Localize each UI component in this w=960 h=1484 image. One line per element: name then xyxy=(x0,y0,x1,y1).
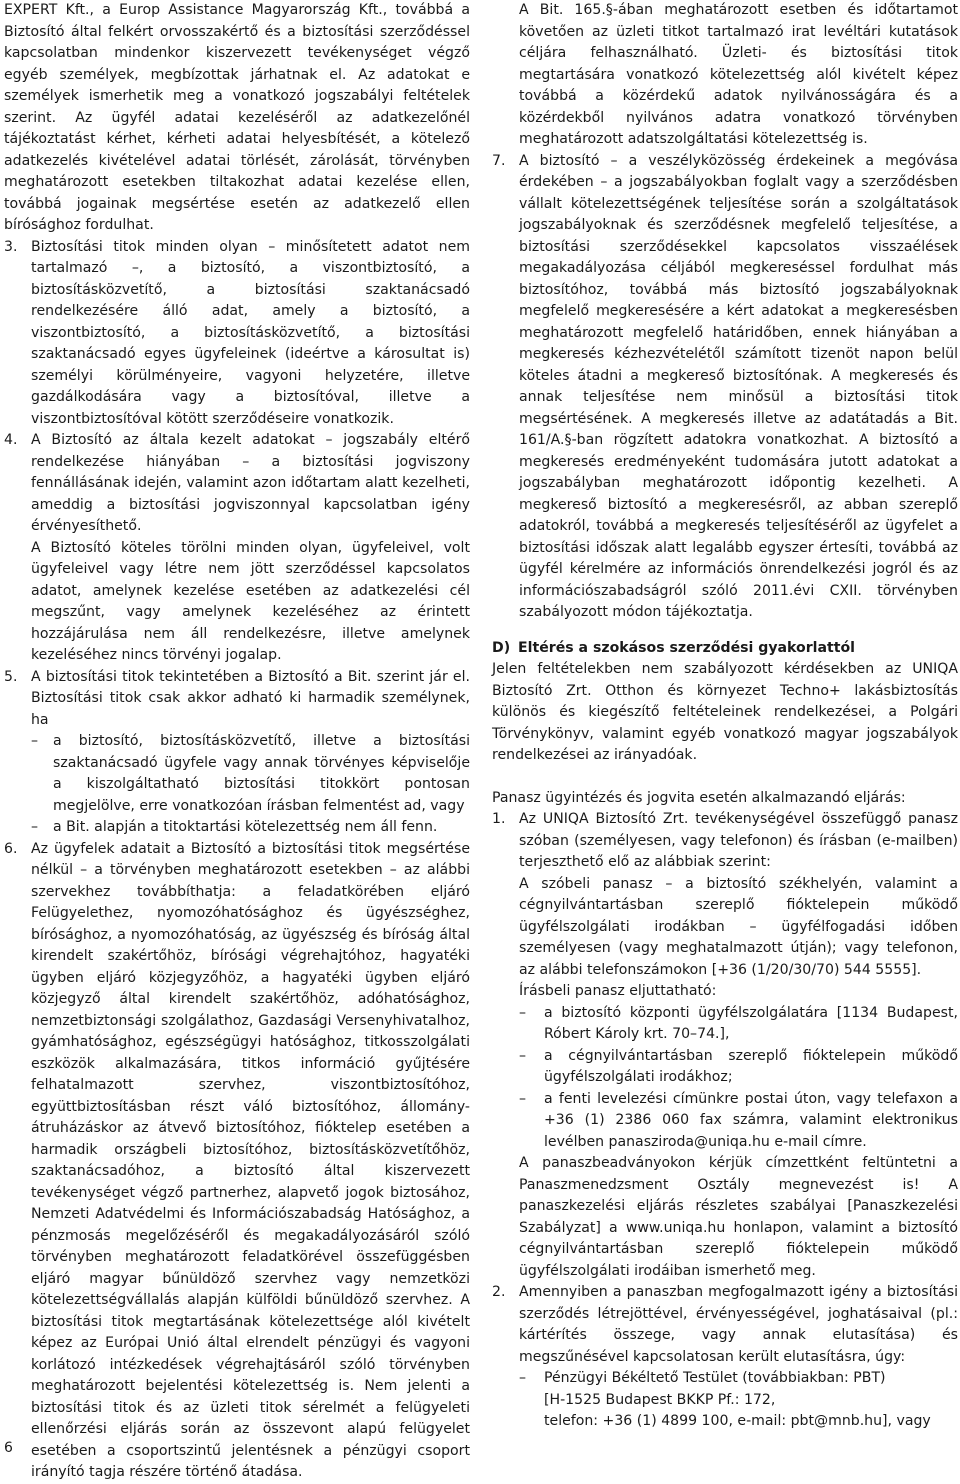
dash-item-pbt xyxy=(492,1368,958,1433)
complaint-rules-paragraph: A panaszbeadványokon kérjük címzettként feltüntetni a Panaszmenedzsment Osztály megnevezést is! A panaszkezelési eljárás részletes szabályai [Panaszkezelési Szabályzat] a www.uniqa.hu honlapon, valamint a biztosító cégnyilvántartásban szereplő fióktelepein működő ügyfélszolgálati irodáiban ismerhető meg. xyxy=(519,1155,958,1279)
dash-item xyxy=(4,731,470,817)
list-item-5 xyxy=(4,667,470,732)
dash-text: a biztosító központi ügyfélszolgálatára [1134 Budapest, Róbert Károly krt. 70–74.], xyxy=(544,1004,958,1042)
item-number: 7. xyxy=(492,152,506,169)
item-number: 2. xyxy=(492,1284,506,1300)
dash-item xyxy=(492,1089,958,1154)
page-number: 6 xyxy=(4,1440,13,1456)
spacer xyxy=(492,767,958,788)
item-text: Az UNIQA Biztosító Zrt. tevékenységével összefüggő panasz szóban (személyesen, vagy telefonon) és írásban (e-mailben) terjeszthető elő az alábbiak szerint: xyxy=(519,811,958,870)
item-number: 4. xyxy=(4,432,18,448)
dash-symbol: – xyxy=(31,819,39,835)
pbt-address: [H-1525 Budapest BKKP Pf.: 172, xyxy=(544,1391,776,1408)
item-number: 3. xyxy=(4,238,18,255)
complaint-intro: Panasz ügyintézés és jogvita esetén alkalmazandó eljárás: xyxy=(492,789,906,806)
dash-symbol: – xyxy=(31,733,39,749)
item-number: 1. xyxy=(492,811,506,827)
intro-paragraph: EXPERT Kft., a Europ Assistance Magyarország Kft., továbbá a Biztosító által felkért orvosszakértő és a biztosítási szerződéssel kapcsolatban mindenkor kiszervezett tevékenységet végző egyéb személyek, megbízottak járhatnak el. Az adatokat e személyek ismerhetik meg a vonatkozó jogszabályi feltételek szerint. Az ügyfél adatai kezeléséről az adatkezelőnél tájékoztatást kérhet, kérheti adatai helyesbítését, a kötelező adatkezelés kivételével adatai törlését, zárolását, törvényben meghatározott esetekben tiltakozhat adatai kezelése ellen, továbbá jogainak megsértése esetén az adatkezelő ellen bírósághoz fordulhat. xyxy=(4,2,470,233)
dash-text: a fenti levelezési címünkre postai úton, vagy telefaxon a +36 (1) 2386 060 fax számra, valamint elektronikus levélben panasziroda@uniqa.hu e-mail címre. xyxy=(544,1090,958,1150)
dash-symbol: – xyxy=(519,1004,527,1021)
left-column xyxy=(4,0,470,1484)
list-item-4 xyxy=(4,430,470,538)
dash-item xyxy=(492,1046,958,1089)
dash-text: a biztosító, biztosításközvetítő, illetve a biztosítási szaktanácsadó ügyfele vagy annak törvényes képviselője a kiszolgáltatható biztosítási titokkört pontosan megjelölve, erre vonatkozóan írásban felmentést ad, vagy xyxy=(53,733,470,814)
item-4-extra-paragraph: A Biztosító köteles törölni minden olyan, ügyfeleivel, volt ügyfeleivel vagy létre nem jött szerződéssel kapcsolatos adatot, amelynek kezelése esetében az adatkezelési cél megszűnt, vagy amelynek kezeléséhez az érintett hozzájárulása nem áll rendelkezésre, illetve amelynek kezeléséhez nincs törvényi jogalap. xyxy=(31,539,470,663)
pbt-contact: telefon: +36 (1) 4899 100, e-mail: pbt@mnb.hu], vagy xyxy=(544,1413,931,1429)
item-text: Az ügyfelek adatait a Biztosító a biztosítási titok megsértése nélkül – a törvényben meghatározott esetekben – az alábbi szervekhez továbbíthatja: a feladatkörében eljáró Felügyelethez, nyomozóhatósághoz és ügyészséghez, bírósághoz, a nyomozóhatóság, az ügyészség és bíróság által kirendelt szakértőhöz, bírósági végrehajtóhoz, hagyatéki ügyben eljáró közjegyzőhöz, a hagyatéki ügyben eljáró közjegyző által kirendelt szakértőhöz, adóhatósághoz, nemzetbiztonsági szolgálathoz, Gazdasági Versenyhivatalhoz, gyámhatósághoz, egészségügyi hatósághoz, titkosszolgálati eszközök alkalmazására, titkos információ gyűjtésére felhatalmazott szervhez, viszontbiztosítóhoz, együttbiztosításban részt váló biztosítóhoz, állomány-átruházáskor az átvevő biztosítóhoz, fióktelep esetében a harmadik országbeli biztosítóhoz, biztosításközvetítőhöz, szaktanácsadóhoz, a biztosító által kiszervezett tevékenységet végző partnerhez, alapvető jogok biztosához, Nemzeti Adatvédelmi és Információszabadság Hatósághoz, a pénzmosás megelőzéséről és megakadályozásáról szóló törvényben meghatározott feladatkörével összefüggésben eljáró magyar bűnüldöző szervhez vagy nemzetközi kötelezettségvállalás alapján külföldi bűnüldöző szervhez. A biztosítási titok megtartásának kötelezettsége alól kivételt képez az Európai Unió által elrendelt pénzügyi és vagyoni korlátozó intézkedések végrehajtásáról szóló törvényben meghatározott bejelentési kötelezettség is. Nem jelenti a biztosítási titok és az üzleti titok sérelmét a felügyeleti ellenőrzési eljárás során az összevont alapú felügyelet esetében a csoportszintű jelentésnek a pénzügyi csoport irányító tagja részére történő átadása. xyxy=(31,840,470,1480)
section-paragraph: Jelen feltételekben nem szabályozott kérdésekben az UNIQA Biztosító Zrt. Otthon és környezet Techno+ lakásbiztosítás különös és kiegészítő feltételeinek rendelkezései, a Polgári Törvénykönyv, valamint egyéb vonatkozó magyar jogszabályok rendelkezései az irányadóak. xyxy=(492,661,958,763)
dash-symbol: – xyxy=(519,1047,527,1064)
dash-item xyxy=(492,1003,958,1046)
list-item-1 xyxy=(492,809,958,874)
item-text: Biztosítási titok minden olyan – minősítetett adatot nem tartalmazó –, a biztosító, a viszontbiztosító, a biztosításközvetítő, a biztosítási szaktanácsadó rendelkezésére álló adat, amely a biztosító, a viszontbiztosító, a biztosításközvetítő, a biztosítási szaktanácsadó egyes ügyfeleinek (ideértve a károsultat is) személyi körülményeire, vagyoni helyzetére, illetve gazdálkodására vagy a biztosítóval, illetve a viszontbiztosítóval kötött szerződéseire vonatkozik. xyxy=(31,238,470,427)
item-text: A Biztosító az általa kezelt adatokat – jogszabály eltérő rendelkezése hiányában – a biztosítási jogviszony fennállásának idején, valamint azon időtartam alatt kezelheti, ameddig a biztosítási jogviszonnyal kapcsolatban igény érvényesíthető. xyxy=(31,432,470,534)
list-item-3 xyxy=(4,237,470,431)
section-heading xyxy=(492,638,958,660)
dash-symbol: – xyxy=(519,1090,527,1107)
list-item-2 xyxy=(492,1282,958,1368)
pbt-name: Pénzügyi Békéltető Testület (továbbiakban: PBT) xyxy=(544,1370,886,1386)
list-item-6 xyxy=(4,839,470,1484)
section-letter: D) xyxy=(492,639,511,656)
oral-complaint-paragraph: A szóbeli panasz – a biztosító székhelyén, valamint a cégnyilvántartásban szereplő fióktelepein működő ügyfélszolgálati irodákban – ügyfélfogadási időben személyesen (vagy meghatalmazott útján); vagy telefonon, az alábbi telefonszámokon [+36 (1/20/30/70) 544 5555]. xyxy=(519,875,958,978)
item-text: A biztosító – a veszélyközösség érdekeinek a megóvása érdekében – a jogszabályokban foglalt vagy a szerződésben vállalt kötelezettségének teljesítése során a szolgáltatások jogszabályoknak és szerződésnek megfelelő teljesítése, a biztosítási szerződésekkel kapcsolatos visszaélések megakadályozása céljából megkereséssel fordulhat más biztosítóhoz, továbbá más biztosító jogszabályoknak megfelelő megkeresésére a kért adatokat a megkeresésben meghatározott megfelelő határidőben, ennek hiányában a megkeresés kézhezvételétől számított tizenöt napon belül köteles átadni a megkereső biztosítónak. A megkeresés és annak teljesítése nem minősül a biztosítási titok megsértésének. A megkeresés illetve az adatátadás a Bit. 161/A.§-ban rögzített adatokra vonatkozhat. A biztosító a megkeresés eredményeként tudomására jutott adatokat a jogszabályban meghatározott időpontig kezelheti. A megkereső biztosító a megkeresésről, az abban szereplő adatokról, továbbá a megkeresés teljesítéséről az ügyfelet a biztosítási időszak alatt legalább egyszer értesíti, továbbá az ügyfél kérelmére az információs önrendelkezési jogról és az információszabadságról szóló 2011.évi CXII. törvényben szabályozott módon tájékoztatja. xyxy=(519,152,958,620)
continued-paragraph: A Bit. 165.§-ában meghatározott esetben és időtartamot követően az üzleti titkot tartalmazó irat levéltári kutatások céljára felhasználható. Üzleti- és biztosítási titok megtartására vonatkozó kötelezettség alól kivételt képez továbbá a közérdekű adatok nyilvánosságára és a közérdekből nyilvános adatra vonatkozó törvényben meghatározott adatszolgáltatási kötelezettség is. xyxy=(519,2,958,147)
item-number: 5. xyxy=(4,668,18,685)
item-text: Amennyiben a panaszban megfogalmazott igény a biztosítási szerződés létrejöttével, érvényességével, joghatásaival (pl.: kártérítés összege, vagy annak elutasítása) és megszűnésével kapcsolatosan került elutasításra, úgy: xyxy=(519,1284,958,1365)
section-title: Eltérés a szokásos szerződési gyakorlattól xyxy=(518,639,856,656)
right-column xyxy=(492,0,958,1433)
item-number: 6. xyxy=(4,840,18,857)
dash-symbol: – xyxy=(519,1370,527,1386)
item-text: A biztosítási titok tekintetében a Biztosító a Bit. szerint jár el. Biztosítási titok csak akkor adható ki harmadik személynek, ha xyxy=(31,668,470,728)
dash-text: a cégnyilvántartásban szereplő fióktelepein működő ügyfélszolgálati irodákhoz; xyxy=(544,1047,958,1085)
dash-item xyxy=(4,817,470,839)
list-item-7 xyxy=(492,151,958,624)
written-complaint-label: Írásbeli panasz eljuttatható: xyxy=(519,983,717,999)
dash-text: a Bit. alapján a titoktartási kötelezettség nem áll fenn. xyxy=(53,819,438,835)
